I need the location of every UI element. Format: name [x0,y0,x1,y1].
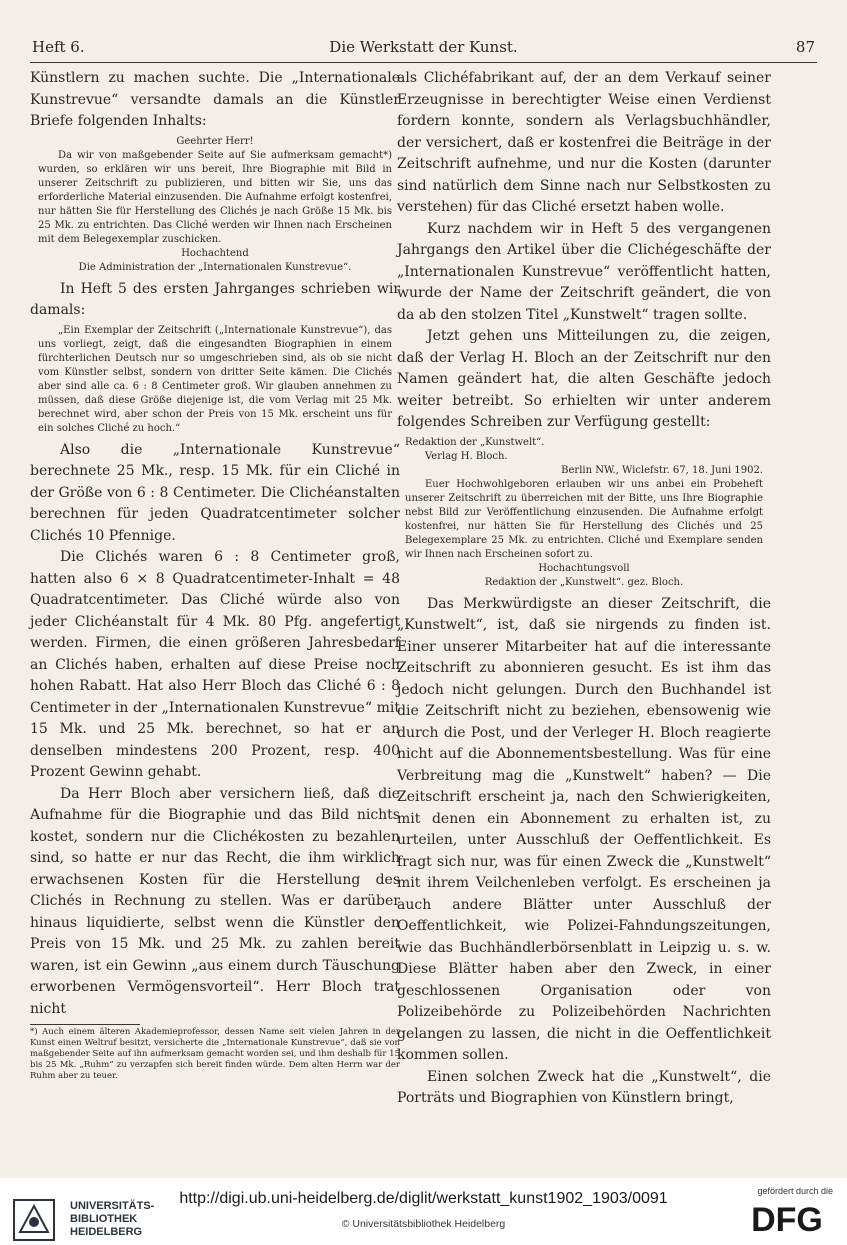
paragraph: Einen solchen Zweck hat die „Kunstwelt“, die Porträts und Biographien von Künstlern bringt, [397,1068,771,1106]
page-number: 87 [795,38,815,56]
paragraph: Das Merkwürdigste an dieser Zeitschrift, die „Kunstwelt“, ist, daß sie nirgends zu finden ist. Einer unserer Mitarbeiter hat auf die interessante Zeitschrift zu abonnieren gesucht. Es ist ihm das jedoch nicht gelungen. Durch den Buchhandel ist die Zeitschrift nicht zu beziehen, ebensowenig wie durch die Post, und der Verleger H. Bloch reagierte nicht auf die Abonnementsbestellung. Was für eine Verbreitung mag die „Kunstwelt“ haben? — Die Zeitschrift erscheint ja, nach den Schwierigkeiten, mit denen ein Abonnement zu erhalten ist, zu urteilen, unter Ausschluß der Oeffentlichkeit. Es fragt sich nur, was für einen Zweck die „Kunstwelt“ mit ihrem Veilchenleben verfolgt. Es erscheinen ja auch andere Blätter unter Ausschluß der Oeffentlichkeit, wie Polizei-Fahndungszeitungen, wie das Buchhändlerbörsenblatt in Leipzig u. s. w. Diese Blätter haben aber den Zweck, in einer geschlossenen Organisation oder von Polizeibehörde zu Polizeibehörden Nachrichten gelangen zu lassen, die nicht in die Oeffentlichkeit kommen sollen. [397,595,771,1063]
paragraph: Also die „Internationale Kunstrevue“ berechnete 25 Mk., resp. 15 Mk. für ein Cliché in der Größe von 6 : 8 Centimeter. Die Clichéanstalten berechnen für jeden Quadratcentimeter solcher Clichés 10 Pfennige. [30,441,400,544]
library-name: UNIVERSITÄTS- BIBLIOTHEK HEIDELBERG [70,1200,155,1238]
letter-closing: Hochachtungsvoll [538,562,630,574]
letter-body: Da wir von maßgebender Seite auf Sie aufmerksam gemacht*) wurden, so erklären wir uns bereit, Ihre Biographie mit Bild in unserer Zeitschrift zu publizieren, und bitten wir Sie, uns das erforderliche Material einzusenden. Die Aufnahme erfolgt kostenfrei, nur hätten Sie für Herstellung des Clichés je nach Größe 15 Mk. bis 25 Mk. zu entrichten. Das Cliché werden wir Ihnen nach Erscheinen mit dem Belegexemplar zuschicken. [38,149,392,245]
block-quote [38,324,392,436]
funding-note: gefördert durch die [757,1186,833,1196]
header-rule [30,62,817,63]
paragraph: Kurz nachdem wir in Heft 5 des vergangenen Jahrgangs den Artikel über die Clichégeschäfte der „Internationalen Kunstrevue“ veröffentlicht hatten, wurde der Name der Zeitschrift geändert, die von da ab den stolzen Titel „Kunstwelt“ tragen sollte. [397,220,771,323]
footnote-rule [30,1024,140,1025]
left-column [30,68,400,1082]
letter-head: Redaktion der „Kunstwelt“. [405,436,545,448]
permalink-url[interactable]: http://digi.ub.uni-heidelberg.de/diglit/werkstatt_kunst1902_1903/0091 [179,1190,668,1207]
letter-date: Berlin NW., Wiclefstr. 67, 18. Juni 1902. [561,464,763,476]
letter-signature: Redaktion der „Kunstwelt“. gez. Bloch. [484,576,684,588]
letter-salutation: Geehrter Herr! [176,135,254,147]
quoted-letter [38,135,392,275]
right-column [397,68,771,1110]
paragraph: als Clichéfabrikant auf, der an dem Verkauf seiner Erzeugnisse in berechtigter Weise einen Verdienst fordern konnte, sondern als Verlagsbuchhändler, der versichert, daß er kostenfrei die Beiträge in der Zeitschrift aufnehme, und nur die Kosten (darunter sind natürlich dem Sinne nach nur Selbstkosten zu verstehen) für das Cliché ersetzt haben wolle. [397,70,771,215]
svg-text:DFG: DFG [751,1201,823,1236]
letter-head: Verlag H. Bloch. [425,450,508,462]
letter-body: Euer Hochwohlgeboren erlauben wir uns anbei ein Probeheft unserer Zeitschrift zu überreichen mit der Bitte, uns Ihre Biographie nebst Bild zur Veröffentlichung einzusenden. Die Aufnahme erfolgt kostenfrei, nur hätten Sie für Herstellung des Clichés und 25 Belegexemplare 25 Mk. zu entrichten. Cliché und Exemplare senden wir Ihnen nach Erscheinen sofort zu. [405,478,763,560]
header-journal-title: Die Werkstatt der Kunst. [329,38,518,56]
paragraph: Künstlern zu machen suchte. Die „Internationale Kunstrevue“ versandte damals an die Künstler Briefe folgenden Inhalts: [30,70,400,129]
header-issue: Heft 6. [32,38,85,56]
footnote [30,1027,400,1082]
copyright-notice: © Universitätsbibliothek Heidelberg [341,1218,506,1230]
running-header [30,38,817,62]
paragraph: Jetzt gehen uns Mitteilungen zu, die zeigen, daß der Verlag H. Bloch an der Zeitschrift nur den Namen geändert hat, die alten Geschäfte jedoch weiter betreibt. So erhielten wir unter anderem folgendes Schreiben zur Verfügung gestellt: [397,328,771,430]
footnote-text: *) Auch einem älteren Akademieprofessor, dessen Name seit vielen Jahren in der Kunst einen Weltruf besitzt, versicherte die „Internationale Kunstrevue“, daß sie von maßgebender Seite auf ihn aufmerksam gemacht worden sei, und ihm deshalb für 15 bis 25 Mk. „Ruhm“ zu verzapfen sich bereit finden würde. Dem alten Herrn war der Ruhm aber zu teuer. [30,1027,400,1081]
paragraph: Da Herr Bloch aber versichern ließ, daß die Aufnahme für die Biographie und das Bild nichts kostet, sondern nur die Clichékosten zu bezahlen sind, so hatte er nur das Recht, die ihm wirklich erwachsenen Kosten für die Herstellung des Clichés in Rechnung zu stellen. Was er darüber hinaus liquidierte, selbst wenn die Künstler den Preis von 15 Mk. und 25 Mk. zu zahlen bereit waren, ist ein Gewinn „aus einem durch Täuschung erworbenen Vermögensvorteil“. Herr Bloch trat nicht [30,785,400,1017]
letter-closing: Hochachtend [181,247,249,259]
paragraph: In Heft 5 des ersten Jahrganges schrieben wir damals: [30,280,400,318]
quote-text: „Ein Exemplar der Zeitschrift („Internationale Kunstrevue“), das uns vorliegt, zeigt, daß die eingesandten Biographien in einem fürchterlichen Deutsch nur so umgeschrieben sind, als ob sie nicht vom Künstler selbst, sondern von dritter Seite kämen. Die Clichés aber sind alle ca. 6 : 8 Centimeter groß. Wir glauben annehmen zu müssen, daß diese Größe diejenige ist, die vom Verlag mit 25 Mk. berechnet wird, aber schon der Preis von 15 Mk. erscheint uns für ein solches Cliché zu hoch.“ [38,324,392,434]
digitization-footer [0,1178,847,1245]
dfg-logo-icon [741,1200,833,1236]
quoted-letter [405,436,763,590]
letter-signature: Die Administration der „Internationalen Kunstrevue“. [78,261,352,273]
paragraph: Die Clichés waren 6 : 8 Centimeter groß, hatten also 6 × 8 Quadratcentimeter-Inhalt = 48 Quadratcentimeter. Das Cliché würde also von jeder Clichéanstalt für 4 Mk. 80 Pfg. angefertigt werden. Firmen, die einen größeren Jahresbedarf an Clichés haben, erhalten auf diese Preise noch hohen Rabatt. Hat also Herr Bloch das Cliché 6 : 8 Centimeter in der „Internationalen Kunstrevue“ mit 15 Mk. und 25 Mk. berechnet, so hat er an denselben mindestens 200 Prozent, resp. 400 Prozent Gewinn gehabt. [30,549,400,780]
